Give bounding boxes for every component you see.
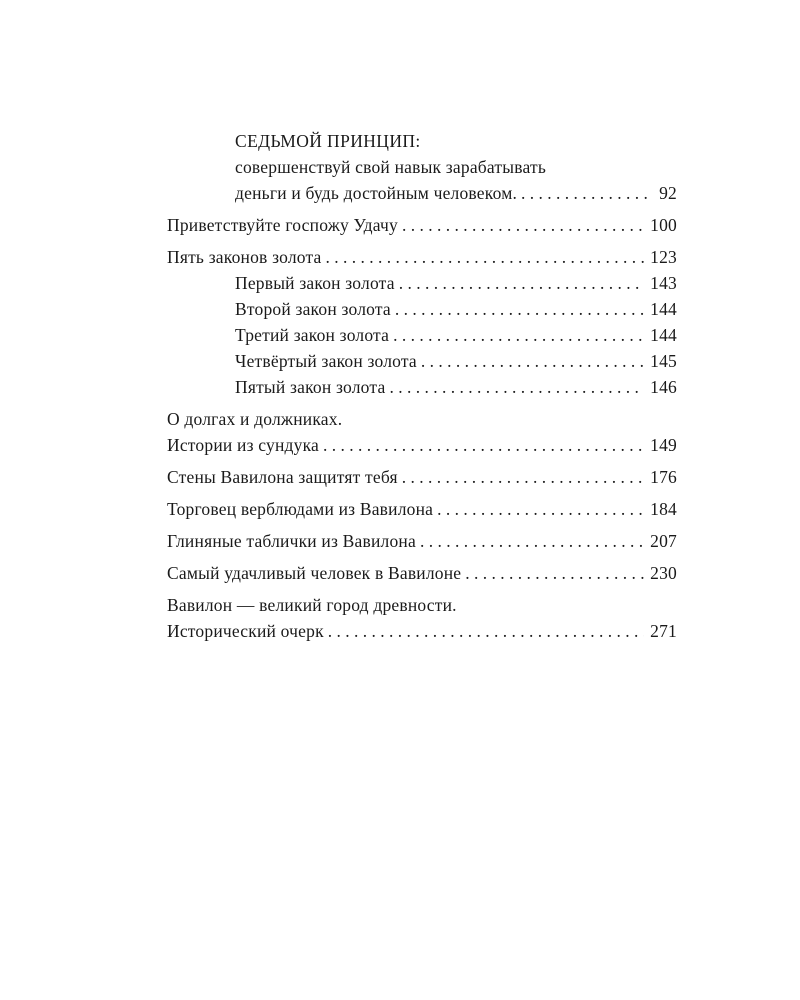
toc-entry-title: Приветствуйте госпожу Удачу <box>167 215 398 235</box>
toc-entry-title: Пятый закон золота <box>235 377 386 397</box>
dot-leader <box>326 244 645 270</box>
dot-leader <box>421 348 644 374</box>
dot-leader <box>420 528 644 554</box>
toc-entry-page: 230 <box>650 563 677 583</box>
toc-entry[interactable] <box>167 180 677 206</box>
toc-entry-page: 271 <box>650 621 677 641</box>
dot-leader <box>389 374 644 400</box>
toc-entry-page: 144 <box>650 325 677 345</box>
toc-entry-page: 149 <box>650 435 677 455</box>
toc-entry-page: 123 <box>650 247 677 267</box>
toc-sub-entry[interactable] <box>167 270 677 296</box>
toc-entry-title: деньги и будь достойным человеком. <box>235 183 518 203</box>
dot-leader <box>323 432 644 458</box>
toc-entry-title: Самый удачливый человек в Вавилоне <box>167 563 462 583</box>
dot-leader <box>393 322 644 348</box>
toc-entry-page: 100 <box>650 215 677 235</box>
toc-entry-title: Исторический очерк <box>167 621 324 641</box>
toc-entry-title: Четвёртый закон золота <box>235 351 417 371</box>
dot-leader <box>437 496 644 522</box>
toc-heading-text: О долгах и должниках. <box>167 409 343 429</box>
toc-subtitle-text: совершенствуй свой навык зарабатывать <box>235 157 547 177</box>
toc-entry-title: Истории из сундука <box>167 435 319 455</box>
dot-leader <box>521 180 653 206</box>
toc-entry-page: 146 <box>650 377 677 397</box>
table-of-contents <box>167 128 677 644</box>
dot-leader <box>399 270 644 296</box>
toc-entry-page: 176 <box>650 467 677 487</box>
toc-entry[interactable] <box>167 528 677 554</box>
toc-entry-page: 144 <box>650 299 677 319</box>
toc-entry[interactable] <box>167 212 677 238</box>
dot-leader <box>465 560 644 586</box>
toc-heading-line <box>167 592 677 618</box>
dot-leader <box>328 618 644 644</box>
toc-subtitle-line <box>167 154 677 180</box>
dot-leader <box>395 296 644 322</box>
toc-heading-text: Вавилон — великий город древности. <box>167 595 457 615</box>
toc-entry[interactable] <box>167 464 677 490</box>
toc-entry-title: Третий закон золота <box>235 325 390 345</box>
toc-entry-title: Второй закон золота <box>235 299 391 319</box>
toc-heading-text: СЕДЬМОЙ ПРИНЦИП: <box>235 131 421 151</box>
toc-entry[interactable] <box>167 618 677 644</box>
toc-sub-entry[interactable] <box>167 322 677 348</box>
toc-entry[interactable] <box>167 560 677 586</box>
dot-leader <box>402 212 644 238</box>
toc-entry[interactable] <box>167 496 677 522</box>
toc-entry-page: 207 <box>650 531 677 551</box>
toc-entry-page: 184 <box>650 499 677 519</box>
toc-heading-line <box>167 406 677 432</box>
toc-sub-entry[interactable] <box>167 374 677 400</box>
toc-sub-entry[interactable] <box>167 296 677 322</box>
toc-entry-title: Глиняные таблички из Вавилона <box>167 531 416 551</box>
toc-entry[interactable] <box>167 432 677 458</box>
toc-heading-seventh-principle <box>167 128 677 154</box>
toc-entry-title: Первый закон золота <box>235 273 395 293</box>
dot-leader <box>402 464 644 490</box>
toc-entry-page: 92 <box>659 183 677 203</box>
toc-entry-title: Стены Вавилона защитят тебя <box>167 467 398 487</box>
toc-entry-title: Пять законов золота <box>167 247 322 267</box>
toc-entry-page: 145 <box>650 351 677 371</box>
toc-entry-page: 143 <box>650 273 677 293</box>
toc-entry-title: Торговец верблюдами из Вавилона <box>167 499 434 519</box>
toc-sub-entry[interactable] <box>167 348 677 374</box>
toc-entry[interactable] <box>167 244 677 270</box>
